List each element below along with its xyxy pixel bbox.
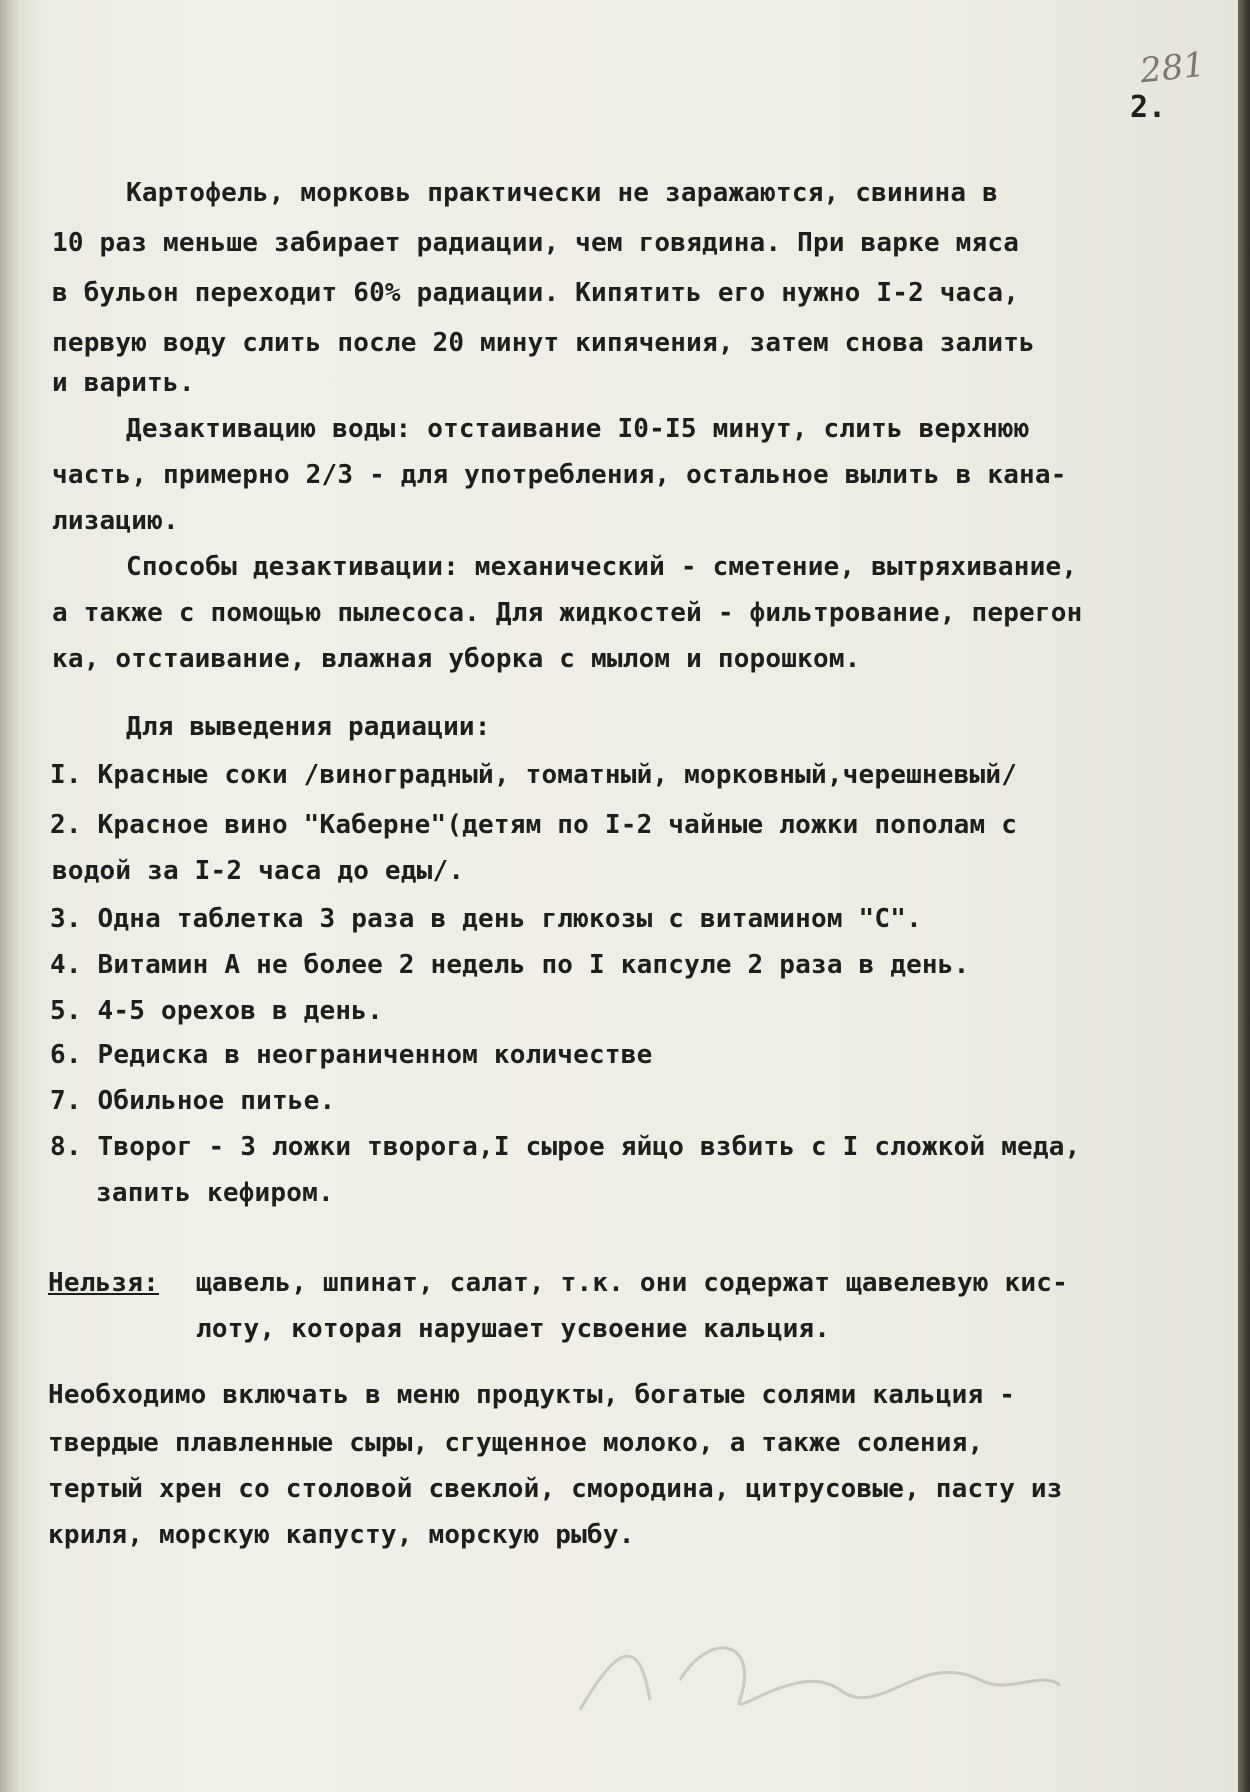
text-line: Способы дезактивации: механический - сметение, вытряхивание,: [126, 552, 1078, 582]
forbidden-text: лоту, которая нарушает усвоение кальция.: [196, 1314, 831, 1344]
page-number: 2.: [1130, 90, 1167, 125]
list-item: водой за I-2 часа до еды/.: [52, 856, 465, 886]
text-line: Необходимо включать в меню продукты, богатые солями кальция -: [48, 1380, 1016, 1410]
list-item: I. Красные соки /виноградный, томатный, морковный,черешневый/: [50, 760, 1018, 790]
text-line: лизацию.: [52, 506, 179, 536]
text-line: твердые плавленные сыры, сгущенное молоко, а также соления,: [48, 1428, 984, 1458]
text-line: а также с помощью пылесоса. Для жидкостей - фильтрование, перегон: [52, 598, 1083, 628]
list-item: 3. Одна таблетка 3 раза в день глюкозы с витамином "С".: [50, 904, 922, 934]
text-line: в бульон переходит 60% радиации. Кипятить его нужно I-2 часа,: [52, 278, 1020, 308]
text-line: и варить.: [52, 368, 195, 398]
signature-mark: [560, 1620, 1080, 1740]
list-item: 8. Творог - 3 ложки творога,I сырое яйцо взбить с I сложкой меда,: [50, 1132, 1081, 1162]
list-item: 7. Обильное питье.: [50, 1086, 336, 1116]
text-line: первую воду слить после 20 минут кипячения, затем снова залить: [52, 328, 1035, 358]
list-item: 4. Витамин А не более 2 недель по I капсуле 2 раза в день.: [50, 950, 970, 980]
list-item: 5. 4-5 орехов в день.: [50, 996, 383, 1026]
list-item: 6. Редиска в неограниченном количестве: [50, 1040, 653, 1070]
text-line: Дезактивацию воды: отстаивание I0-I5 минут, слить верхнюю: [126, 414, 1030, 444]
list-item: 2. Красное вино "Каберне"(детям по I-2 чайные ложки пополам с: [50, 810, 1018, 840]
forbidden-label: Нельзя:: [48, 1268, 159, 1298]
text-line: 10 раз меньше забирает радиации, чем говядина. При варке мяса: [52, 228, 1020, 258]
list-heading: Для выведения радиации:: [126, 712, 491, 742]
text-line: ка, отстаивание, влажная уборка с мылом и порошком.: [52, 644, 861, 674]
binding-gutter: [0, 0, 18, 1792]
forbidden-text: щавель, шпинат, салат, т.к. они содержат щавелевую кис-: [196, 1268, 1068, 1298]
archive-number: 281: [1138, 44, 1207, 92]
text-line: часть, примерно 2/3 - для употребления, остальное вылить в кана-: [52, 460, 1067, 490]
text-line: криля, морскую капусту, морскую рыбу.: [48, 1520, 635, 1550]
list-item: запить кефиром.: [96, 1178, 334, 1208]
text-line: Картофель, морковь практически не заражаются, свинина в: [126, 178, 998, 208]
page-edge: [1238, 0, 1250, 1792]
text-line: тертый хрен со столовой свеклой, смородина, цитрусовые, пасту из: [48, 1474, 1063, 1504]
